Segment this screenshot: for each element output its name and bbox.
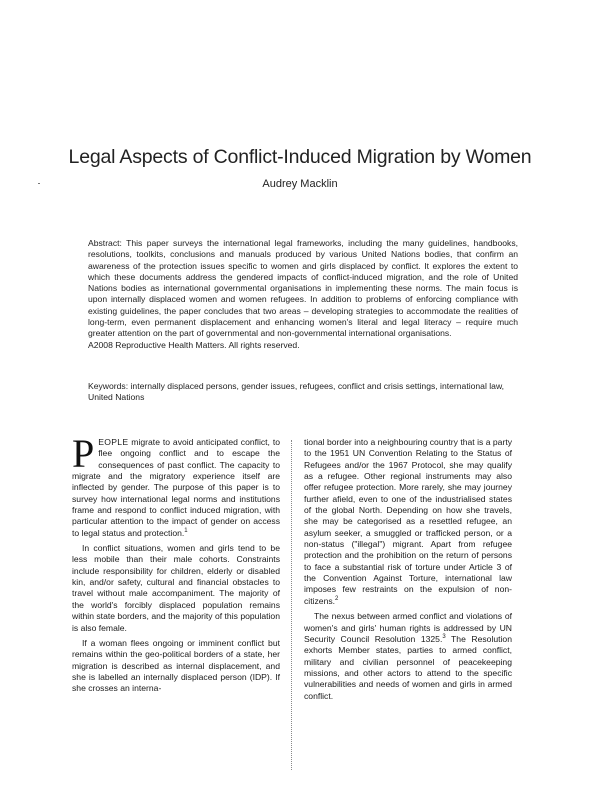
paragraph-text: migrate to avoid anticipated conflict, to flee ongoing conflict and to escape the consequences of past conflict. The capacity to migrate and the migratory experience itself are inflected by gender. The purpose of this paper is to survey how international legal norms and institutions frame and respond to conflict induced migration, with particular attention to the impact of gender on access to legal status and protection. bbox=[72, 437, 280, 538]
footnote-marker: 3 bbox=[442, 633, 446, 640]
abstract-text: Abstract: This paper surveys the international legal frameworks, including the many guidelines, handbooks, resolutions, toolkits, conclusions and manuals produced by various United Nations bodies, that confirm an awareness of the protection issues specific to women and girls displaced by conflict. It explores the extent to which these documents address the gendered impacts of conflict-induced migration, and the role of United Nations bodies as international governmental organisations in implementing these norms. The main focus is upon internally displaced women and women refugees. In addition to problems of enforcing compliance with existing guidelines, the paper concludes that two areas – developing strategies to accommodate the realities of long-term, even permanent displacement and enhancing women's literal and legal literacy – require much greater attention on the part of governmental and non-governmental international organisations. bbox=[88, 238, 518, 339]
body-paragraph: If a woman flees ongoing or imminent conflict but remains within the geo-political borders of a state, her migration is described as internal displacement, and she is labelled an internally displaced person (IDP). If she crosses an interna- bbox=[72, 637, 280, 694]
drop-cap: P bbox=[72, 431, 95, 476]
paragraph-text: The Resolution exhorts Member states, parties to armed conflict, military and civilian personnel of peacekeeping missions, and other actors to attend to the specific vulnerabilities and needs of women and girls in armed conflict. bbox=[304, 633, 512, 701]
abstract-copyright: A2008 Reproductive Health Matters. All rights reserved. bbox=[88, 339, 300, 350]
article-title: Legal Aspects of Conflict-Induced Migration by Women bbox=[68, 146, 532, 168]
body-paragraph bbox=[304, 611, 512, 702]
column-divider bbox=[291, 440, 292, 770]
body-paragraph: In conflict situations, women and girls tend to be less mobile than their male cohorts. Constraints include responsibility for children, elderly or disabled kin, and/or safety, cultural and financial obstacles to travel without male accompaniment. The majority of the world's forcibly displaced population remains within state borders, and the majority of this population is also female. bbox=[72, 543, 280, 633]
article-author: Audrey Macklin bbox=[262, 178, 338, 190]
footnote-marker: 2 bbox=[335, 595, 339, 602]
paragraph-text: tional border into a neighbouring country that is a party to the 1951 UN Convention Relating to the Status of Refugees and/or the 1967 Protocol, she may qualify as a refugee. Other regional instruments may also offer refugee protection. More rarely, she may journey further afield, even to one of the industrialised states of the global North. Depending on how she travels, she may be categorised as a resettled refugee, an asylum seeker, a smuggled or trafficked person, or a non-status ("illegal") migrant. Apart from refugee protection and the prohibition on the return of persons to face a substantial risk of torture under Article 3 of the Convention Against Torture, international law imposes few restraints on the expulsion of non-citizens. bbox=[304, 437, 512, 606]
small-caps-lead: EOPLE bbox=[98, 437, 129, 447]
body-paragraph bbox=[72, 431, 280, 539]
body-column-right bbox=[304, 437, 512, 702]
footnote-marker: 1 bbox=[184, 527, 188, 534]
keywords-block: Keywords: internally displaced persons, gender issues, refugees, conflict and crisis settings, international law, United Nations bbox=[88, 381, 505, 403]
body-column-left bbox=[72, 431, 280, 695]
paragraph-text: The nexus between armed conflict and violations of women's and girls' human rights is addressed by UN Security Council Resolution 1325. bbox=[304, 611, 512, 644]
abstract-block bbox=[88, 238, 518, 351]
body-paragraph bbox=[304, 437, 512, 607]
